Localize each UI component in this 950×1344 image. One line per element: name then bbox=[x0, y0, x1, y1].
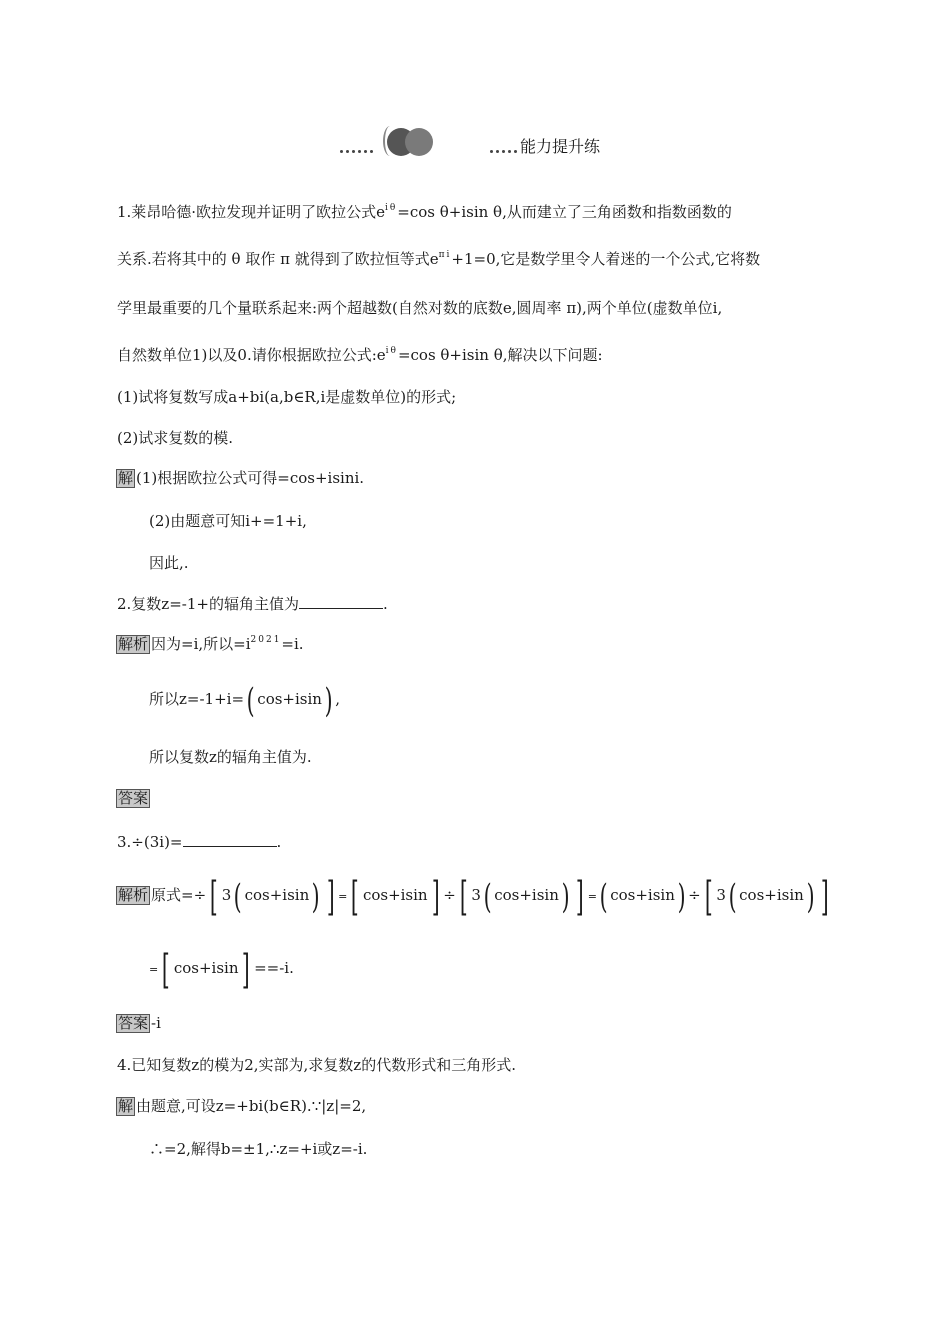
answer-tag: 答案 bbox=[118, 789, 149, 807]
header-dots-right bbox=[490, 139, 520, 143]
q2-solution-line-2: 所以z=-1+i=( cos+isin) , bbox=[149, 681, 340, 721]
q1-line-4: 自然数单位1)以及0.请你根据欧拉公式$:e^{i\theta}=\cos$ θ+isin θ,解决以下问题: bbox=[117, 346, 603, 364]
q2-solution-line-3: 所以复数z的辐角主值为. bbox=[149, 748, 312, 766]
q4-solution-line-1: 解 由题意,可设z=+bi(b∈R).∵|z|=2, bbox=[118, 1097, 367, 1115]
q4-solution-line-2: ∴=2,解得b=±1,∴z=+i或z=-i. bbox=[149, 1140, 368, 1158]
q4-stem: 4.已知复数z的模为2,实部为,求复数z的代数形式和三角形式. bbox=[117, 1056, 516, 1074]
answer-tag: 答案 bbox=[118, 1014, 149, 1032]
q1-part-2: (2)试求复数的模. bbox=[117, 429, 234, 447]
q3-solution-line-2: =[ cos+isin] ==-i. bbox=[149, 947, 294, 993]
q1-solution-line-2: (2)由题意可知i+=1+i, bbox=[149, 512, 307, 530]
section-title: 能力提升练 bbox=[520, 137, 601, 156]
section-header bbox=[340, 126, 630, 156]
q1-solution-line-1: 解 (1)根据欧拉公式可得=cos+isini. bbox=[118, 469, 365, 487]
q2-stem: 2.复数z=-1+的辐角主值为 . bbox=[117, 595, 388, 613]
q1-line-2: 关系.若将其中的 θ 取作 π 就得到了欧拉恒等式$e^{\pi i}+1=0$,它是数学里令人着迷的一个公式,它将数 bbox=[117, 250, 761, 268]
q2-solution-line-1: 解析 因为=i,所以$=i^{2021}=i$. bbox=[118, 635, 304, 653]
analysis-tag: 解析 bbox=[118, 886, 149, 904]
header-circle-icon bbox=[405, 128, 433, 156]
q3-solution-line-1: 解析 原式=÷[ 3( cos+isin) ] =[ cos+isin] ÷[ 3( cos+isin) ] =( cos+isin) ÷[ 3( cos+isin) ] bbox=[118, 874, 829, 920]
q3-stem: 3.÷(3i)= . bbox=[117, 833, 282, 851]
q1-part-1: (1)试将复数写成a+bi(a,b∈R,i是虚数单位)的形式; bbox=[117, 388, 457, 406]
q1-line-1: 1.莱昂哈德·欧拉发现并证明了欧拉公式$e^{i\theta}=\cos$ θ+isin θ,从而建立了三角函数和指数函数的 bbox=[117, 203, 732, 221]
header-dots-left bbox=[340, 139, 376, 143]
q1-line-3: 学里最重要的几个量联系起来:两个超越数(自然对数的底数e,圆周率 π),两个单位(虚数单位i, bbox=[117, 299, 723, 317]
analysis-tag: 解析 bbox=[118, 635, 149, 653]
q3-answer: 答案 -i bbox=[118, 1014, 161, 1032]
q2-answer bbox=[116, 788, 151, 808]
solution-tag: 解 bbox=[118, 469, 134, 487]
answer-blank[interactable] bbox=[299, 594, 383, 609]
solution-tag: 解 bbox=[118, 1097, 134, 1115]
q1-solution-line-3: 因此,. bbox=[149, 554, 189, 572]
answer-blank[interactable] bbox=[183, 832, 277, 847]
